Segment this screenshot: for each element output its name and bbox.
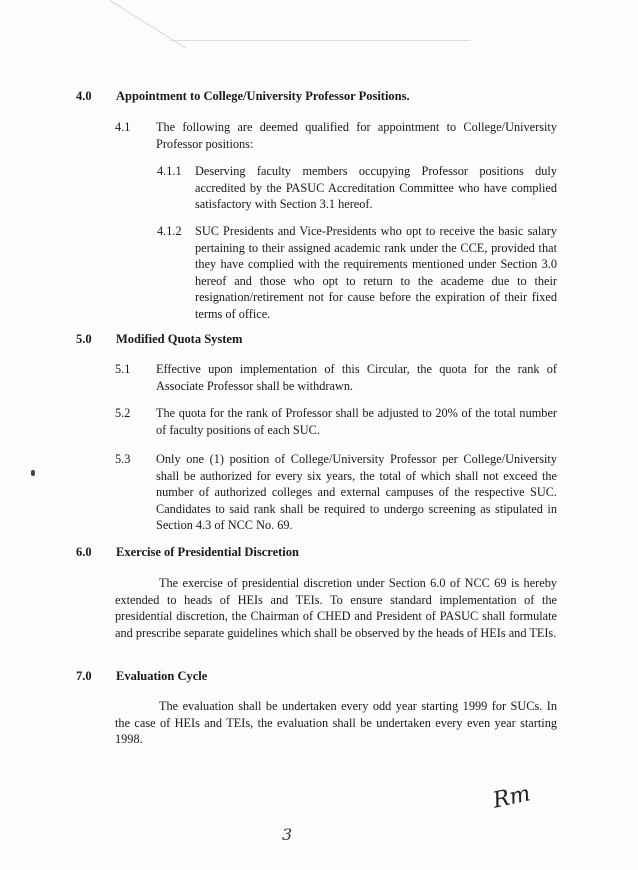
section-title: Appointment to College/University Professor Positions. xyxy=(116,89,410,103)
clause-number: 5.1 xyxy=(115,362,131,376)
section-number: 6.0 xyxy=(76,545,92,559)
scan-artifact xyxy=(109,0,186,49)
clause-number: 4.1.1 xyxy=(157,164,182,178)
section-number: 5.0 xyxy=(76,332,92,346)
clause-text: Only one (1) position of College/University Professor per College/University shall be authorized for every six years, the total of which shall not exceed the number of authorized colleges and external campuses of the respective SUC. Candidates to said rank shall be required to undergo screening as stipulated in Section 4.3 of NCC No. 69. xyxy=(156,452,557,532)
section-6-paragraph: The exercise of presidential discretion under Section 6.0 of NCC 69 is hereby extended to heads of HEIs and TEIs. To ensure standard implementation of the presidential discretion, the Chairman of CHED and President of PASUC shall formulate and prescribe separate guidelines which shall be observed by the heads of HEIs and TEIs. xyxy=(115,576,557,640)
handwritten-initials: Rm xyxy=(490,781,533,814)
section-number: 4.0 xyxy=(76,89,92,103)
clause-number: 4.1.2 xyxy=(157,224,182,238)
clause-number: 5.2 xyxy=(115,406,131,420)
clause-4-1-1 xyxy=(157,163,557,213)
clause-text: SUC Presidents and Vice-Presidents who opt to receive the basic salary pertaining to their assigned academic rank under the CCE, provided that they have complied with the requirements mentioned under Section 3.0 hereof and those who opt to return to the academe due to their resignation/retirement not for cause before the expiration of their fixed terms of office. xyxy=(195,224,557,321)
clause-number: 5.3 xyxy=(115,452,131,466)
clause-text: Effective upon implementation of this Circular, the quota for the rank of Associate Professor shall be withdrawn. xyxy=(156,362,557,393)
scan-artifact-line xyxy=(170,40,470,41)
page-number: 3 xyxy=(282,825,293,844)
clause-5-3 xyxy=(115,451,557,534)
section-title: Exercise of Presidential Discretion xyxy=(116,545,299,559)
section-7-heading xyxy=(76,669,207,684)
clause-5-2 xyxy=(115,405,557,438)
clause-number: 4.1 xyxy=(115,120,131,134)
margin-mark xyxy=(31,470,35,476)
section-title: Modified Quota System xyxy=(116,332,243,346)
section-7-paragraph: The evaluation shall be undertaken every odd year starting 1999 for SUCs. In the case of HEIs and TEIs, the evaluation shall be undertaken every even year starting 1998. xyxy=(115,699,557,746)
clause-text: The following are deemed qualified for appointment to College/University Professor positions: xyxy=(156,120,557,151)
section-6-heading xyxy=(76,545,299,560)
section-title: Evaluation Cycle xyxy=(116,669,208,683)
clause-text: The quota for the rank of Professor shall be adjusted to 20% of the total number of faculty positions of each SUC. xyxy=(156,406,557,437)
section-5-heading xyxy=(76,332,242,347)
clause-4-1 xyxy=(115,119,557,152)
section-4-heading xyxy=(76,89,410,104)
section-number: 7.0 xyxy=(76,669,92,683)
clause-text: Deserving faculty members occupying Professor positions duly accredited by the PASUC Accreditation Committee who have complied satisfactory with Section 3.1 hereof. xyxy=(195,164,557,211)
clause-5-1 xyxy=(115,361,557,394)
clause-4-1-2 xyxy=(157,223,557,322)
